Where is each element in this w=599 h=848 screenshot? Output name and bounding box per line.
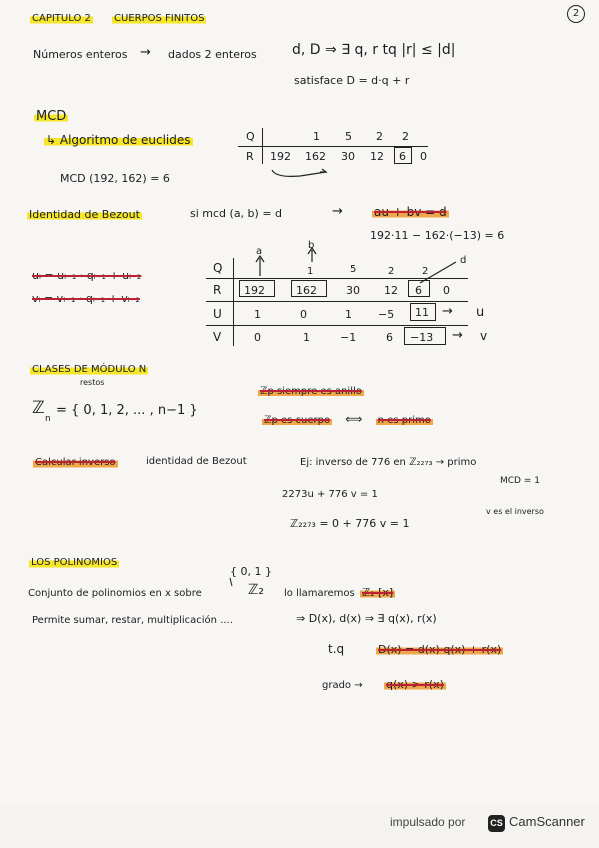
inverso-mcd: MCD = 1 — [500, 476, 540, 486]
b-arrow — [308, 248, 316, 262]
bezout-q-cell: 5 — [350, 264, 357, 275]
d-pointer — [420, 262, 456, 283]
clases-heading: CLASES DE MÓDULO N — [32, 364, 147, 375]
zp-field-right: n es primo — [377, 415, 431, 426]
zn-subscript: n — [45, 414, 51, 424]
bezout-r-cell: 0 — [443, 284, 450, 297]
euclid-arrowhead — [320, 169, 326, 172]
euclid-r-cell: 162 — [305, 150, 326, 163]
euclid-r-cell: 12 — [370, 150, 384, 163]
bezout-r-cell: 6 — [415, 284, 422, 297]
euclid-loop-arrow — [272, 170, 326, 176]
polinomios-heading: LOS POLINOMIOS — [31, 557, 118, 568]
bezout-q-cell: 2 — [388, 266, 395, 277]
set-pointer — [230, 578, 232, 586]
inverso-example: Ej: inverso de 776 en ℤ₂₂₇₃ → primo — [300, 457, 477, 468]
a-arrow — [256, 256, 264, 276]
bezout-v-cell: 1 — [303, 331, 310, 344]
euclid-q-cell: 1 — [313, 130, 320, 143]
euclides-label: ↳ Algoritmo de euclides — [46, 133, 191, 147]
bezout-r-cell: 12 — [384, 284, 398, 297]
label-a: a — [256, 246, 263, 257]
iff-symbol: ⟺ — [345, 412, 363, 426]
inverso-note: v es el inverso — [486, 507, 544, 516]
numeros-enteros-label: Números enteros — [33, 48, 128, 61]
bezout-condition: si mcd (a, b) = d — [190, 207, 283, 220]
bezout-q-cell: 1 — [307, 266, 314, 277]
bezout-u-cell: 0 — [300, 308, 307, 321]
bezout-v-cell: −1 — [340, 331, 357, 344]
bezout-u-cell: 11 — [415, 306, 429, 319]
bezout-v-cell: 0 — [254, 331, 261, 344]
restos-label: restos — [80, 378, 105, 387]
polinomios-line1: Conjunto de polinomios en x sobre — [28, 588, 202, 599]
euclid-r-cell: 30 — [341, 150, 355, 163]
arrow-right: → — [332, 204, 343, 219]
euclid-r-label: R — [246, 150, 254, 163]
label-b: b — [308, 240, 315, 251]
footer-text: impulsado por — [390, 815, 466, 829]
llamaremos: lo llamaremos — [284, 588, 355, 599]
division-formula: satisface D = d·q + r — [294, 74, 410, 87]
z2-symbol: ℤ₂ — [248, 582, 265, 598]
bezout-row-u-label: U — [213, 307, 222, 321]
u-recurrence: uᵢ = uᵢ₋₁ · qᵢ₋₁ + uᵢ₋₂ — [32, 269, 142, 282]
camscanner-logo-icon: CS — [488, 815, 505, 832]
bezout-v-cell: 6 — [386, 331, 393, 344]
euclid-q-cell: 5 — [345, 130, 352, 143]
arrow-right: → — [452, 328, 463, 343]
arrow-right: → — [140, 45, 151, 60]
u-result-label: u — [476, 305, 485, 320]
grado-label: grado → — [322, 680, 363, 691]
euclid-q-cell: 2 — [402, 130, 409, 143]
bezout-u-cell: 1 — [254, 308, 261, 321]
v-result-label: v — [480, 329, 488, 343]
chapter-title: CUERPOS FINITOS — [114, 13, 205, 24]
bezout-row-q-label: Q — [213, 261, 223, 275]
division-statement: d, D ⇒ ∃ q, r tq |r| ≤ |d| — [292, 42, 456, 58]
inverso-method: identidad de Bezout — [146, 456, 247, 467]
bezout-row-r-label: R — [213, 283, 222, 297]
bezout-r-cell: 192 — [244, 284, 265, 297]
arrow-right: → — [442, 304, 453, 319]
division-polinomios: ⇒ D(x), d(x) ⇒ ∃ q(x), r(x) — [296, 612, 437, 625]
bezout-q-cell: 2 — [422, 266, 429, 277]
chapter-label: CAPITULO 2 — [32, 13, 91, 24]
bezout-heading: Identidad de Bezout — [29, 208, 140, 221]
bezout-row-v-label: V — [213, 330, 222, 344]
binary-set: { 0, 1 } — [230, 565, 272, 578]
page-number: 2 — [567, 5, 585, 23]
polinomios-operations: Permite sumar, restar, multiplicación .... — [32, 615, 233, 626]
euclid-r-cell: 0 — [420, 150, 427, 163]
inverso-eq2: ℤ₂₂₇₃ = 0 + 776 v = 1 — [290, 517, 410, 530]
mcd-example: MCD (192, 162) = 6 — [60, 172, 170, 185]
euclid-r-cell: 192 — [270, 150, 291, 163]
tq-formula: D(x) = d(x)·q(x) + r(x) — [378, 643, 502, 656]
bezout-v-cell: −13 — [410, 331, 434, 344]
grado-formula: q(x) > r(x) — [386, 678, 444, 691]
dados-enteros: dados 2 enteros — [168, 48, 257, 61]
zn-set: = { 0, 1, 2, ... , n−1 } — [56, 403, 198, 418]
euclid-q-cell: 2 — [376, 130, 383, 143]
bezout-calculation: 192·11 − 162·(−13) = 6 — [370, 229, 505, 242]
zp-ring-highlight: ℤp siempre es anillo — [260, 386, 362, 397]
bezout-u-cell: −5 — [378, 308, 395, 321]
bezout-r-cell: 162 — [296, 284, 317, 297]
z2x-name: ℤ₂ [x] — [362, 586, 394, 599]
v-recurrence: vᵢ = vᵢ₋₁ · qᵢ₋₁ + vᵢ₋₂ — [32, 292, 140, 305]
bezout-u-cell: 1 — [345, 308, 352, 321]
bezout-formula: au + bv = d — [374, 205, 447, 219]
bezout-r-cell: 30 — [346, 284, 360, 297]
calcular-inverso: Calcular inverso — [35, 457, 116, 468]
mcd-heading: MCD — [36, 109, 67, 124]
tq-label: t.q — [328, 642, 345, 656]
zp-field-left: ℤp es cuerpo — [264, 415, 331, 426]
label-d: d — [460, 255, 467, 266]
camscanner-brand: CamScanner — [509, 814, 585, 829]
zn-symbol: ℤ — [32, 398, 45, 418]
euclid-q-label: Q — [246, 130, 255, 143]
inverso-eq1: 2273u + 776 v = 1 — [282, 489, 378, 500]
euclid-r-cell: 6 — [399, 150, 406, 163]
